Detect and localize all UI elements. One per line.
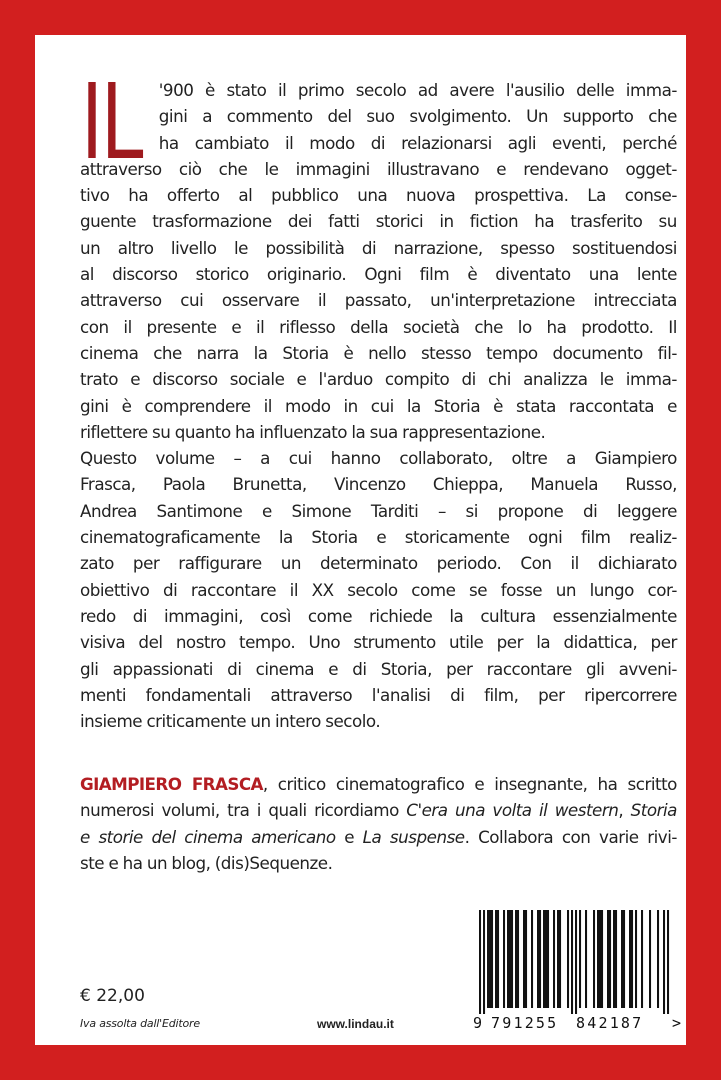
book-title: C'era una volta il western (406, 801, 619, 822)
isbn-quiet-zone-arrow: > (672, 1014, 682, 1032)
barcode-bar (579, 910, 581, 1008)
blurb-line: Andrea Santimone e Simone Tarditi – si propone di leggere (80, 501, 677, 522)
barcode-bar (641, 910, 643, 1008)
barcode-bar (553, 910, 555, 1008)
barcode-bar (547, 910, 549, 1008)
barcode-bar (597, 910, 599, 1008)
blurb-line: visiva del nostro tempo. Uno strumento utile per la didattica, per (80, 633, 677, 654)
blurb-line: cinematograficamente la Storia e storicamente ogni film realiz- (80, 528, 677, 549)
blurb-line: redo di immagini, così come richiede la cultura essenzialmente (80, 606, 677, 627)
isbn-barcode (473, 910, 686, 1045)
blurb-line: gini a commento del suo svolgimento. Un supporto che (158, 107, 677, 128)
barcode-bar (509, 910, 511, 1008)
bio-text: e (335, 827, 363, 848)
barcode-bar (623, 910, 625, 1008)
barcode-bar (621, 910, 623, 1008)
barcode-bar (601, 910, 603, 1008)
bio-text: , critico cinematografico e insegnante, ha scritto (262, 775, 677, 795)
bio-line (80, 772, 677, 798)
barcode-bar (615, 910, 617, 1008)
barcode-bar (657, 910, 659, 1008)
barcode-bar (497, 910, 499, 1008)
blurb-line: Questo volume – a cui hanno collaborato, oltre a Giampiero (80, 449, 677, 470)
barcode-bar (593, 910, 595, 1008)
barcode-bar (483, 910, 485, 1014)
bio-line (80, 825, 677, 851)
barcode-bar (631, 910, 633, 1008)
blurb-line: gli appassionati di cinema e di Storia, per raccontare gli avveni- (80, 659, 677, 680)
isbn-group-right: 842187 (576, 1014, 644, 1032)
blurb-line: Frasca, Paola Brunetta, Vincenzo Chieppa, Manuela Russo, (80, 475, 677, 496)
barcode-bar (537, 910, 539, 1008)
blurb-line: un altro livello le possibilità di narrazione, spesso sostituendosi (80, 238, 677, 259)
book-title: Storia (630, 801, 677, 822)
blurb-line: riflettere su quanto ha influenzato la sua rappresentazione. (80, 422, 546, 443)
blurb-line: tivo ha offerto al pubblico una nuova prospettiva. La conse- (80, 186, 677, 207)
vat-note: Iva assolta dall'Editore (80, 1017, 200, 1030)
barcode-bar (539, 910, 541, 1008)
barcode-bar (479, 910, 481, 1014)
blurb-line: '900 è stato il primo secolo ad avere l'ausilio delle imma- (158, 81, 677, 101)
bio-line: ste e ha un blog, (dis)Sequenze. (80, 853, 333, 874)
blurb-line: ha cambiato il modo di relazionarsi agli eventi, perché (158, 133, 677, 154)
bio-text: numerosi volumi, tra i quali ricordiamo (80, 801, 407, 822)
blurb-line: al discorso storico originario. Ogni film è diventato una lente (80, 265, 677, 286)
barcode-bar (545, 910, 547, 1008)
author-name: GIAMPIERO FRASCA (80, 775, 263, 795)
barcode-bar (503, 910, 505, 1008)
blurb-line: attraverso ciò che le immagini illustravano e rendevano ogget- (80, 159, 677, 180)
barcode-bar (613, 910, 615, 1008)
barcode-bar (511, 910, 513, 1008)
bio-text: . Collabora con varie rivi- (464, 827, 677, 848)
publisher-website[interactable]: www.lindau.it (317, 1017, 394, 1031)
barcode-bar (495, 910, 497, 1008)
barcode-bar (507, 910, 509, 1008)
barcode-bar (609, 910, 611, 1008)
blurb-line: guente trasformazione dei fatti storici in fiction ha trasferito su (80, 212, 677, 233)
blurb-line: trato e discorso sociale e l'arduo compito di chi analizza le imma- (80, 370, 677, 391)
barcode-bar (635, 910, 637, 1008)
barcode-bar (523, 910, 525, 1008)
drop-cap: IL (81, 59, 145, 182)
book-title: La suspense (362, 827, 465, 848)
barcode-bar (607, 910, 609, 1008)
back-cover-page (35, 35, 686, 1045)
barcode-bar (487, 910, 489, 1008)
blurb-line: cinema che narra la Storia è nello stesso tempo documento fil- (80, 343, 677, 364)
book-title: e storie del cinema americano (80, 827, 336, 848)
barcode-bar (567, 910, 569, 1008)
barcode-bar (571, 910, 573, 1014)
blurb-line: attraverso cui osservare il passato, un'interpretazione intrecciata (80, 291, 677, 312)
blurb-line: gini è comprendere il modo in cui la Storia è stata raccontata e (80, 396, 677, 417)
isbn-first-digit: 9 (473, 1014, 483, 1032)
barcode-bar (667, 910, 669, 1014)
barcode-bar (515, 910, 517, 1008)
bio-line (80, 798, 677, 824)
blurb-line: con il presente e il riflesso della società che lo ha prodotto. Il (80, 317, 677, 338)
barcode-bar (531, 910, 533, 1008)
barcode-bar (599, 910, 601, 1008)
blurb-line: obiettivo di raccontare il XX secolo come se fosse un lungo cor- (80, 580, 677, 601)
barcode-bar (629, 910, 631, 1008)
isbn-group-left: 791255 (491, 1014, 559, 1032)
barcode-bar (575, 910, 577, 1014)
barcode-bar (491, 910, 493, 1008)
barcode-bars (479, 910, 674, 1014)
barcode-bar (525, 910, 527, 1008)
barcode-bar (649, 910, 651, 1008)
barcode-bar (517, 910, 519, 1008)
blurb-text (80, 78, 686, 735)
barcode-bar (543, 910, 545, 1008)
blurb-line: insieme criticamente un intero secolo. (80, 712, 381, 733)
bio-text: , (618, 801, 631, 822)
isbn-number (473, 1014, 686, 1036)
blurb-line: zato per raffigurare un determinato periodo. Con il dichiarato (80, 554, 677, 575)
barcode-bar (663, 910, 665, 1014)
author-bio (80, 772, 686, 877)
barcode-bar (559, 910, 561, 1008)
blurb-line: menti fondamentali attraverso l'analisi di film, per ripercorrere (80, 685, 677, 706)
barcode-bar (585, 910, 587, 1008)
price: € 22,00 (80, 986, 145, 1006)
barcode-bar (557, 910, 559, 1008)
barcode-bar (489, 910, 491, 1008)
